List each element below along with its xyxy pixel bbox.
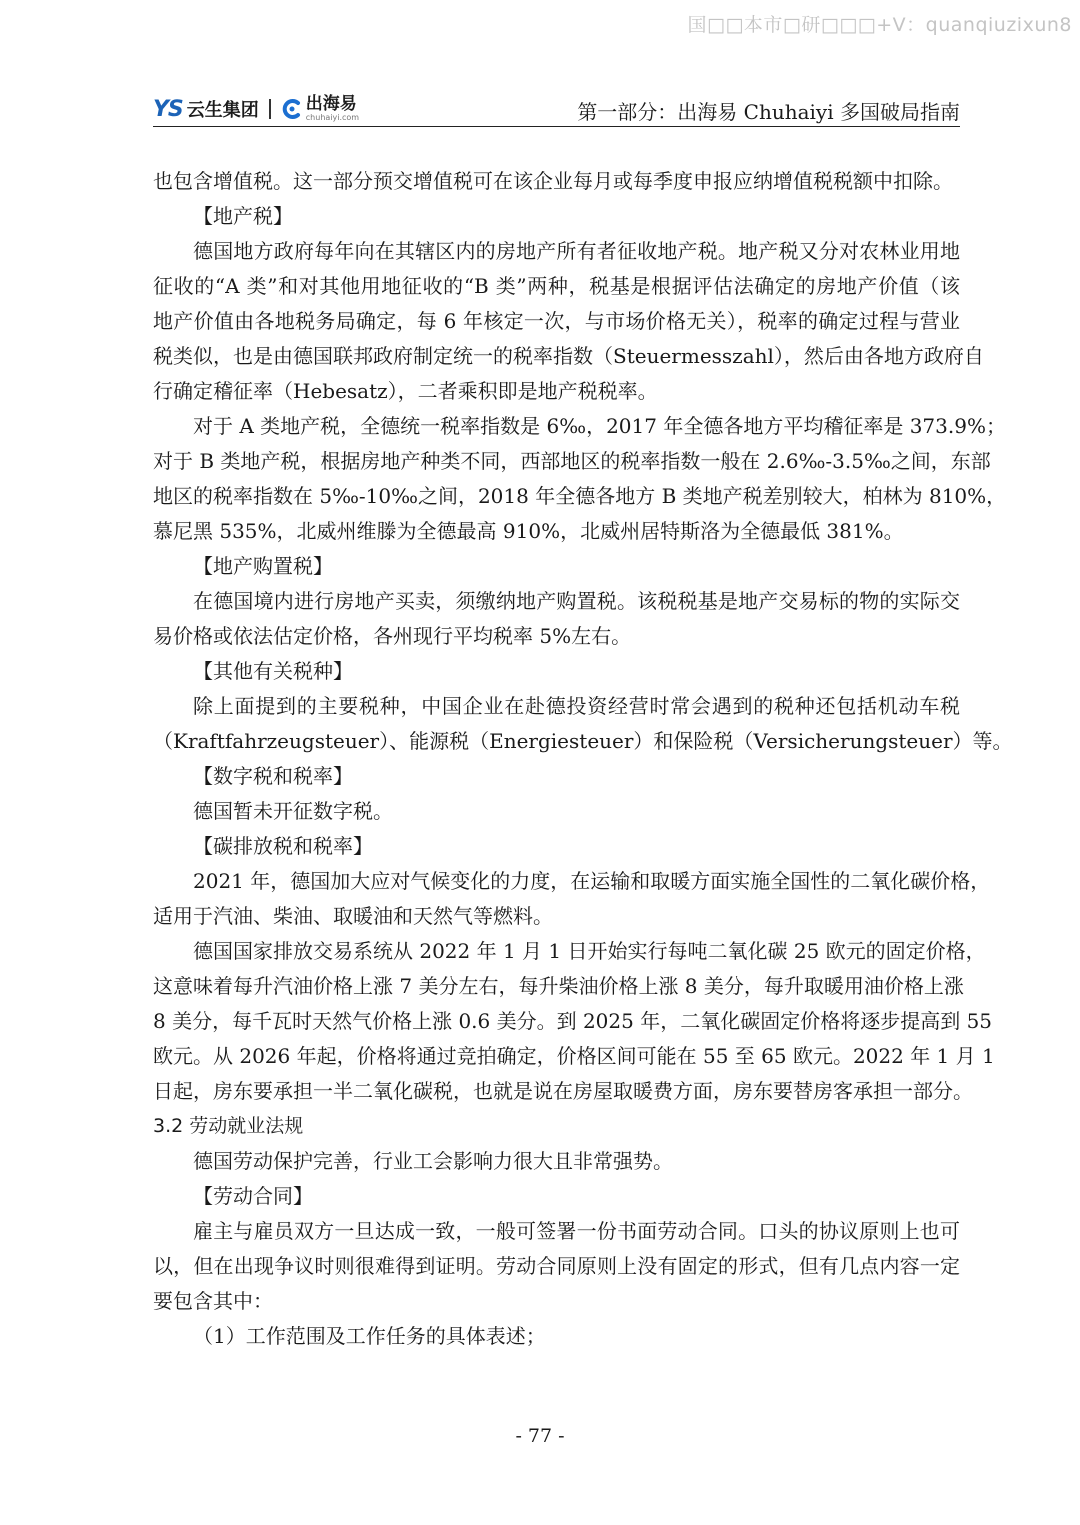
text-line: 在德国境内进行房地产买卖，须缴纳地产购置税。该税税基是地产交易标的物的实际交 <box>193 589 960 613</box>
text-line: （1）工作范围及工作任务的具体表述； <box>193 1324 546 1348</box>
logo-group <box>153 92 359 126</box>
text-line: 对于 A 类地产税，全德统一税率指数是 6‰，2017 年全德各地方平均稽征率是 373.9%； <box>193 414 1006 438</box>
text-line: 德国国家排放交易系统从 2022 年 1 月 1 日开始实行每吨二氧化碳 25 欧元的固定价格， <box>193 939 986 963</box>
text-line: 2021 年，德国加大应对气候变化的力度，在运输和取暖方面实施全国性的二氧化碳价格， <box>193 869 991 893</box>
chuhaiyi-logo-icon <box>281 98 303 120</box>
chuhaiyi-logo-textbox <box>306 96 359 122</box>
page-header <box>153 92 960 126</box>
text-line: 税类似，也是由德国联邦政府制定统一的税率指数（Steuermesszahl），然后由各地方政府自 <box>153 344 984 368</box>
text-line: 【劳动合同】 <box>193 1184 313 1208</box>
text-line: 这意味着每升汽油价格上涨 7 美分左右，每升柴油价格上涨 8 美分，每升取暖用油价格上涨 <box>153 974 964 998</box>
page-number: - 77 - <box>515 1425 565 1447</box>
header-divider <box>153 126 960 127</box>
text-line: 欧元。从 2026 年起，价格将通过竞拍确定，价格区间可能在 55 至 65 欧元。2022 年 1 月 1 <box>153 1044 995 1068</box>
text-line: 慕尼黑 535%，北威州维滕为全德最高 910%，北威州居特斯洛为全德最低 381%。 <box>153 519 904 543</box>
text-line: 【地产税】 <box>193 204 293 228</box>
ys-logo-text: 云生集团 <box>186 100 259 121</box>
text-line: 地区的税率指数在 5‰-10‰之间，2018 年全德各地方 B 类地产税差别较大，柏林为 810%， <box>153 484 1007 508</box>
text-line: 适用于汽油、柴油、取暖油和天然气等燃料。 <box>153 904 553 928</box>
text-line: 征收的“A 类”和对其他用地征收的“B 类”两种，税基是根据评估法确定的房地产价值（该 <box>153 274 960 298</box>
text-line: 德国劳动保护完善，行业工会影响力很大且非常强势。 <box>193 1149 673 1173</box>
text-line: 以，但在出现争议时则很难得到证明。劳动合同原则上没有固定的形式，但有几点内容一定 <box>153 1254 960 1278</box>
text-line: 除上面提到的主要税种，中国企业在赴德投资经营时常会遇到的税种还包括机动车税 <box>193 694 960 718</box>
text-line: 【其他有关税种】 <box>193 659 353 683</box>
document-body <box>153 164 1013 1354</box>
watermark-text: 国□□本市□研□□□+V：quanqiuzixun8 <box>687 14 1072 36</box>
text-line: 日起，房东要承担一半二氧化碳税，也就是说在房屋取暖费方面，房东要替房客承担一部分。 <box>153 1079 973 1103</box>
text-line: 8 美分，每千瓦时天然气价格上涨 0.6 美分。到 2025 年，二氧化碳固定价格将逐步提高到 55 <box>153 1009 993 1033</box>
text-line: 对于 B 类地产税，根据房地产种类不同，西部地区的税率指数一般在 2.6‰-3.5‰之间，东部 <box>153 449 991 473</box>
ys-logo-mark: YS <box>153 96 183 122</box>
text-line: 【地产购置税】 <box>193 554 333 578</box>
text-line: 【数字税和税率】 <box>193 764 353 788</box>
text-line: 易价格或依法估定价格，各州现行平均税率 5%左右。 <box>153 624 632 648</box>
text-line: 德国地方政府每年向在其辖区内的房地产所有者征收地产税。地产税又分对农林业用地 <box>193 239 960 263</box>
text-line: （Kraftfahrzeugsteuer）、能源税（Energiesteuer）和保险税（Versicherungsteuer）等。 <box>153 729 1013 753</box>
text-line: 行确定稽征率（Hebesatz），二者乘积即是地产税税率。 <box>153 379 658 403</box>
text-line: 雇主与雇员双方一旦达成一致，一般可签署一份书面劳动合同。口头的协议原则上也可 <box>193 1219 960 1243</box>
text-line: 地产价值由各地税务局确定，每 6 年核定一次，与市场价格无关），税率的确定过程与营业 <box>153 309 960 333</box>
text-line: 德国暂未开征数字税。 <box>193 799 393 823</box>
section-heading: 3.2 劳动就业法规 <box>153 1115 304 1137</box>
text-line: 【碳排放税和税率】 <box>193 834 373 858</box>
text-line: 要包含其中： <box>153 1289 273 1313</box>
chuhaiyi-logo-url: chuhaiyi.com <box>305 113 360 122</box>
header-title: 第一部分：出海易 Chuhaiyi 多国破局指南 <box>577 100 960 124</box>
logo-divider <box>269 99 271 119</box>
text-line: 也包含增值税。这一部分预交增值税可在该企业每月或每季度申报应纳增值税税额中扣除。 <box>153 169 953 193</box>
chuhaiyi-logo-text: 出海易 <box>305 94 357 114</box>
